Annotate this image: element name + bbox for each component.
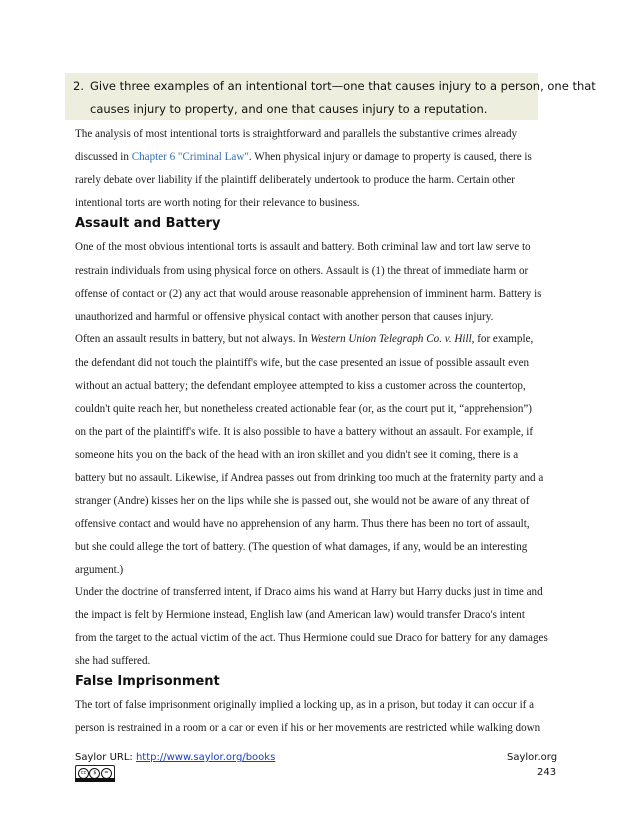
para1-line: intentional torts are worth noting for their relevance to business.	[75, 197, 360, 209]
review-question-callout	[65, 73, 596, 120]
text-run: . When physical injury or damage to property is caused, there is	[248, 151, 532, 163]
para4-line: Under the doctrine of transferred intent, if Draco aims his wand at Harry but Harry ducks just in time and	[75, 586, 543, 598]
para5-line: The tort of false imprisonment originally implied a locking up, as in a prison, but today it can occur if a	[75, 699, 535, 711]
para3-line: couldn't quite reach her, but nonetheless created actionable fear (or, as the court put it, “apprehension”)	[75, 403, 532, 415]
para4-line: the impact is felt by Hermione instead, English law (and American law) would transfer Draco's intent	[75, 609, 525, 621]
footer-url-label: Saylor URL:	[75, 752, 136, 763]
para3-line: but she could allege the tort of battery. (The question of what damages, if any, would be an interesting	[75, 541, 528, 553]
para1-line	[75, 151, 532, 163]
para4-line: from the target to the actual victim of the act. Thus Hermione could sue Draco for battery for any damages	[75, 632, 548, 644]
para2-line: restrain individuals from using physical force on others. Assault is (1) the threat of immediate harm or	[75, 265, 529, 277]
para3-line: someone hits you on the back of the head with an iron skillet and you didn't see it coming, there is a	[75, 449, 519, 461]
section-heading-false-imprisonment: False Imprisonment	[75, 674, 220, 689]
para3-line: stranger (Andre) kisses her on the lips while she is passed out, she would not be aware of any threat of	[75, 495, 530, 507]
text-run: Often an assault results in battery, but not always. In	[75, 333, 311, 345]
cc-noncommercial-icon: $	[89, 768, 100, 779]
para2-line: One of the most obvious intentional torts is assault and battery. Both criminal law and tort law serve to	[75, 241, 531, 253]
para3-line: without an actual battery; the defendant employee attempted to kiss a customer across the countertop,	[75, 380, 526, 392]
footer-site: Saylor.org	[507, 752, 558, 763]
license-strip	[75, 778, 115, 782]
question-line-1: Give three examples of an intentional tort—one that causes injury to a person, one that	[90, 79, 596, 93]
case-name: Western Union Telegraph Co. v. Hill	[310, 333, 472, 345]
cc-icon: cc	[78, 768, 89, 779]
cc-noderivs-icon: =	[101, 768, 112, 779]
chapter-6-link[interactable]: Chapter 6 "Criminal Law"	[131, 151, 249, 163]
para1-line: The analysis of most intentional torts is straightforward and parallels the substantive crimes already	[75, 128, 518, 140]
question-line-2: causes injury to property, and one that causes injury to a reputation.	[90, 102, 488, 116]
para5-line: person is restrained in a room or a car or even if his or her movements are restricted while walking down	[75, 722, 541, 734]
question-number: 2.	[73, 79, 84, 93]
page-number: 243	[537, 767, 557, 778]
text-run: , for example,	[471, 333, 534, 345]
para3-line: the defendant did not touch the plaintiff's wife, but the case presented an issue of possible assault even	[75, 357, 530, 369]
text-run: discussed in	[75, 151, 132, 163]
footer-url	[75, 752, 275, 763]
para3-line: offensive contact and would have no apprehension of any harm. Thus there has been no tort of assault,	[75, 518, 530, 530]
saylor-books-link[interactable]: http://www.saylor.org/books	[135, 752, 276, 763]
para2-line: offense of contact or (2) any act that would arouse reasonable apprehension of imminent harm. Battery is	[75, 288, 542, 300]
para3-line: battery but no assault. Likewise, if Andrea passes out from drinking too much at the fraternity party and a	[75, 472, 544, 484]
para3-line: on the part of the plaintiff's wife. It is also possible to have a battery without an assault. For example, if	[75, 426, 534, 438]
para1-line: rarely debate over liability if the plaintiff deliberately undertook to produce the harm. Certain other	[75, 174, 515, 186]
para4-line: she had suffered.	[75, 655, 151, 667]
para2-line: unauthorized and harmful or offensive physical contact with another person that causes injury.	[75, 311, 494, 323]
para3-line: argument.)	[75, 564, 124, 576]
para3-line	[75, 333, 533, 345]
section-heading-assault-battery: Assault and Battery	[75, 216, 221, 231]
